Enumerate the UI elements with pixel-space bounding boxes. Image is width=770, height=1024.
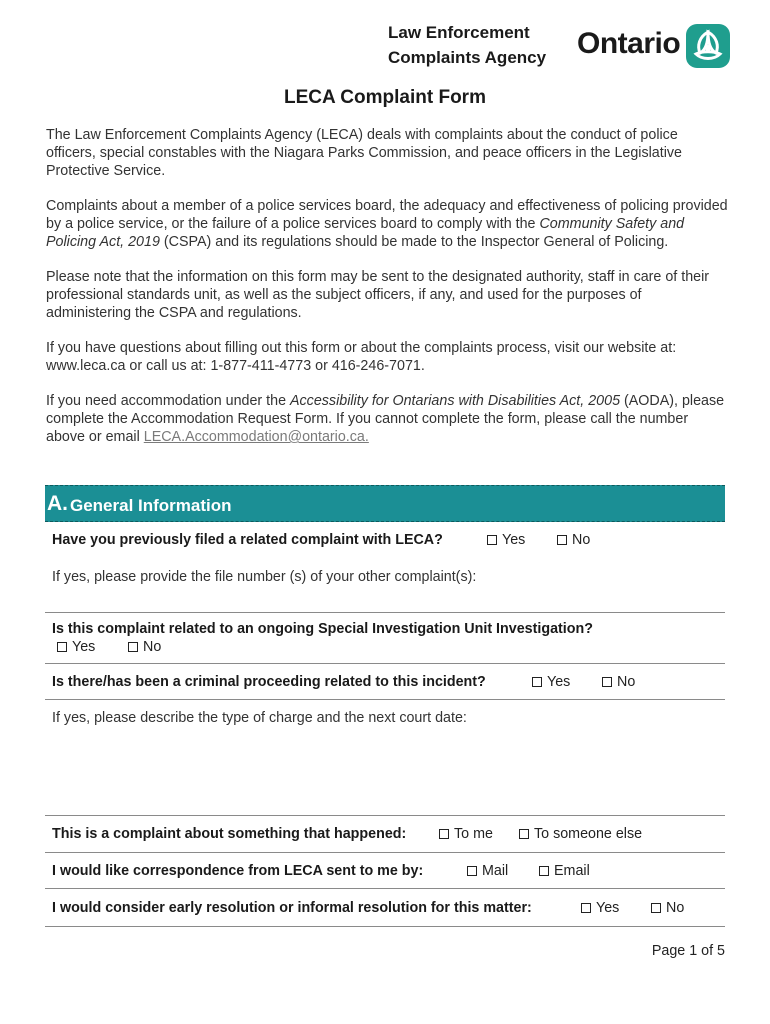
checkbox[interactable]: [467, 866, 477, 876]
q2-label: Is this complaint related to an ongoing Special Investigation Unit Investigation?: [52, 621, 593, 637]
checkbox[interactable]: [439, 829, 449, 839]
divider: [45, 888, 725, 889]
q3-label: Is there/has been a criminal proceeding related to this incident?: [52, 674, 486, 690]
checkbox[interactable]: [487, 535, 497, 545]
intro-paragraph-1: The Law Enforcement Complaints Agency (LECA) deals with complaints about the conduct of police officers, special constables with the Niagara Parks Commission, and peace officers in the Legislative Protective Service.: [46, 127, 683, 179]
q3-yes-option[interactable]: Yes: [532, 674, 570, 690]
intro-text: [46, 126, 728, 463]
section-a-header: [45, 485, 725, 522]
checkbox[interactable]: [602, 677, 612, 687]
agency-name-line2: Complaints Agency: [388, 48, 547, 67]
q6-no-option[interactable]: No: [651, 900, 684, 916]
q1-no-option[interactable]: No: [557, 532, 590, 548]
q2-yes-option[interactable]: Yes: [57, 639, 95, 655]
q6-label: I would consider early resolution or informal resolution for this matter:: [52, 900, 532, 916]
intro-paragraph-2: Complaints about a member of a police services board, the adequacy and effectiveness of policing provided by a police service, or the failure of a police services board to comply with the Community Safety and Policing Act, 2019 (CSPA) and its regulations should be made to the Inspector General of Policing.: [46, 198, 728, 250]
accommodation-email-link[interactable]: LECA.Accommodation@ontario.ca.: [143, 429, 369, 445]
checkbox[interactable]: [128, 642, 138, 652]
q4-to-me-option[interactable]: To me: [439, 826, 493, 842]
checkbox[interactable]: [57, 642, 67, 652]
divider: [45, 699, 725, 700]
checkbox[interactable]: [581, 903, 591, 913]
q3-followup-label: If yes, please describe the type of charge and the next court date:: [52, 710, 467, 726]
q4-label: This is a complaint about something that happened:: [52, 826, 407, 842]
q4-to-someone-else-option[interactable]: To someone else: [519, 826, 642, 842]
checkbox[interactable]: [532, 677, 542, 687]
intro-paragraph-5: If you need accommodation under the Accessibility for Ontarians with Disabilities Act, 2005 (AODA), please complete the Accommodation Request Form. If you cannot complete the form, please call the number above or email LECA.Accommodation@ontario.ca.: [46, 393, 725, 445]
divider: [45, 612, 725, 613]
checkbox[interactable]: [519, 829, 529, 839]
q5-mail-option[interactable]: Mail: [467, 863, 508, 879]
checkbox[interactable]: [651, 903, 661, 913]
q2-no-option[interactable]: No: [128, 639, 161, 655]
divider: [45, 926, 725, 927]
checkbox[interactable]: [539, 866, 549, 876]
q6-yes-option[interactable]: Yes: [581, 900, 619, 916]
q1-yes-option[interactable]: Yes: [487, 532, 525, 548]
agency-name-line1: Law Enforcement: [388, 23, 530, 42]
form-title: LECA Complaint Form: [284, 87, 486, 108]
agency-name: [388, 20, 568, 70]
checkbox[interactable]: [557, 535, 567, 545]
q3-no-option[interactable]: No: [602, 674, 635, 690]
q5-label: I would like correspondence from LECA sent to me by:: [52, 863, 424, 879]
section-letter: A.: [47, 492, 68, 515]
q5-email-option[interactable]: Email: [539, 863, 590, 879]
divider: [45, 663, 725, 664]
intro-paragraph-4: If you have questions about filling out this form or about the complaints process, visit our website at: www.leca.ca or call us at: 1-877-411-4773 or 416-246-7071.: [46, 340, 677, 374]
divider: [45, 815, 725, 816]
page-number: Page 1 of 5: [651, 943, 725, 959]
intro-paragraph-3: Please note that the information on this form may be sent to the designated authority, staff in care of their professional standards unit, as well as the subject officers, if any, and used for the purposes of administering the CSPA and regulations.: [46, 269, 710, 321]
divider: [45, 852, 725, 853]
ontario-trillium-icon: [686, 24, 730, 68]
q1-label: Have you previously filed a related complaint with LECA?: [52, 532, 443, 548]
ontario-logo-wordmark: Ontario: [577, 27, 681, 60]
q1-followup-label: If yes, please provide the file number (s) of your other complaint(s):: [52, 569, 477, 585]
section-title: General Information: [70, 496, 232, 515]
